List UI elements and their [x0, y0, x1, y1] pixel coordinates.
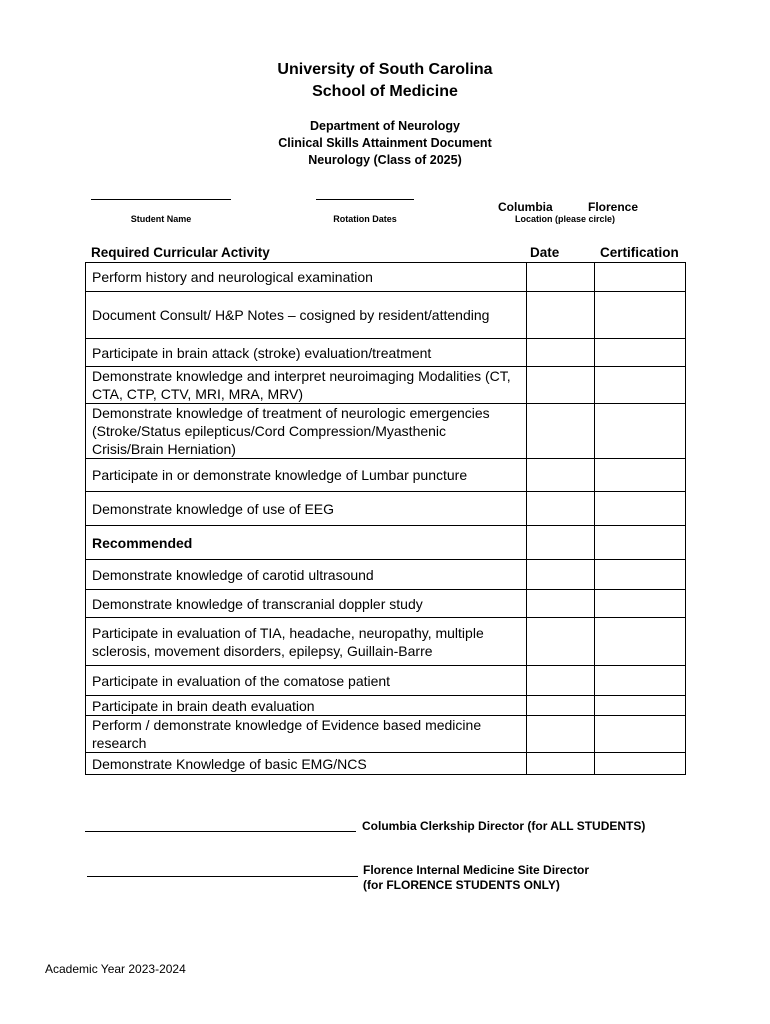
activity-cell: Demonstrate Knowledge of basic EMG/NCS	[86, 753, 527, 775]
activity-cell: Participate in brain death evaluation	[86, 696, 527, 716]
certification-cell[interactable]	[595, 459, 686, 492]
certification-cell[interactable]	[595, 590, 686, 618]
date-cell[interactable]	[527, 292, 595, 339]
table-row	[86, 459, 686, 492]
florence-signature-line[interactable]	[87, 876, 358, 877]
date-cell[interactable]	[527, 492, 595, 526]
activity-cell: Participate in brain attack (stroke) evaluation/treatment	[86, 339, 527, 367]
recommended-section-heading: Recommended	[86, 526, 527, 560]
university-title: University of South Carolina	[277, 61, 493, 78]
table-row	[86, 263, 686, 292]
date-cell[interactable]	[527, 590, 595, 618]
certification-cell[interactable]	[595, 666, 686, 696]
date-cell[interactable]	[527, 526, 595, 560]
table-row	[86, 696, 686, 716]
columbia-director-label: Columbia Clerkship Director (for ALL STUDENTS)	[362, 819, 646, 833]
table-row	[86, 367, 686, 404]
department-title: Department of Neurology	[309, 119, 460, 133]
rotation-dates-line[interactable]	[316, 199, 414, 200]
school-title: School of Medicine	[312, 83, 458, 100]
table-row	[86, 339, 686, 367]
activity-cell: Participate in or demonstrate knowledge of Lumbar puncture	[86, 459, 527, 492]
activity-cell: Demonstrate knowledge of treatment of neurologic emergencies (Stroke/Status epilepticus/Cord Compression/Myasthenic Crisis/Brain Herniation)	[86, 404, 527, 459]
table-row	[86, 590, 686, 618]
date-cell[interactable]	[527, 716, 595, 753]
rotation-dates-label: Rotation Dates	[333, 214, 397, 224]
table-row	[86, 716, 686, 753]
certification-cell[interactable]	[595, 263, 686, 292]
class-title: Neurology (Class of 2025)	[308, 153, 462, 167]
certification-cell[interactable]	[595, 404, 686, 459]
date-cell[interactable]	[527, 696, 595, 716]
activity-cell: Participate in evaluation of TIA, headache, neuropathy, multiple sclerosis, movement disorders, epilepsy, Guillain-Barre	[86, 618, 527, 666]
date-cell[interactable]	[527, 753, 595, 775]
document-title: Clinical Skills Attainment Document	[278, 136, 492, 150]
location-florence[interactable]: Florence	[588, 200, 639, 214]
date-cell[interactable]	[527, 263, 595, 292]
academic-year: Academic Year 2023-2024	[45, 962, 186, 976]
activity-cell: Document Consult/ H&P Notes – cosigned by resident/attending	[86, 292, 527, 339]
location-columbia[interactable]: Columbia	[498, 200, 553, 214]
table-row	[86, 753, 686, 775]
certification-cell[interactable]	[595, 618, 686, 666]
columbia-signature-line[interactable]	[85, 831, 356, 832]
activity-cell: Demonstrate knowledge and interpret neuroimaging Modalities (CT, CTA, CTP, CTV, MRI, MRA, MRV)	[86, 367, 527, 404]
activity-cell: Demonstrate knowledge of use of EEG	[86, 492, 527, 526]
activity-cell: Participate in evaluation of the comatose patient	[86, 666, 527, 696]
student-name-line[interactable]	[91, 199, 231, 200]
certification-cell[interactable]	[595, 526, 686, 560]
certification-cell[interactable]	[595, 696, 686, 716]
date-cell[interactable]	[527, 618, 595, 666]
table-row-section	[86, 526, 686, 560]
student-name-label: Student Name	[130, 214, 192, 224]
date-column-header: Date	[530, 245, 560, 260]
date-cell[interactable]	[527, 339, 595, 367]
activities-table	[85, 262, 686, 775]
activity-cell: Perform history and neurological examination	[86, 263, 527, 292]
certification-column-header: Certification	[600, 245, 679, 260]
date-cell[interactable]	[527, 666, 595, 696]
table-row	[86, 666, 686, 696]
certification-cell[interactable]	[595, 716, 686, 753]
table-row	[86, 404, 686, 459]
date-cell[interactable]	[527, 404, 595, 459]
certification-cell[interactable]	[595, 753, 686, 775]
activity-cell: Perform / demonstrate knowledge of Evidence based medicine research	[86, 716, 527, 753]
location-label: Location (please circle)	[515, 214, 616, 224]
table-row	[86, 618, 686, 666]
table-row	[86, 492, 686, 526]
activity-column-header: Required Curricular Activity	[91, 245, 270, 260]
certification-cell[interactable]	[595, 492, 686, 526]
florence-director-label: Florence Internal Medicine Site Director	[363, 863, 590, 877]
certification-cell[interactable]	[595, 292, 686, 339]
certification-cell[interactable]	[595, 367, 686, 404]
date-cell[interactable]	[527, 367, 595, 404]
date-cell[interactable]	[527, 560, 595, 590]
table-row	[86, 560, 686, 590]
certification-cell[interactable]	[595, 560, 686, 590]
table-row	[86, 292, 686, 339]
activity-cell: Demonstrate knowledge of carotid ultrasound	[86, 560, 527, 590]
florence-director-note: (for FLORENCE STUDENTS ONLY)	[363, 878, 560, 892]
activity-cell: Demonstrate knowledge of transcranial doppler study	[86, 590, 527, 618]
date-cell[interactable]	[527, 459, 595, 492]
certification-cell[interactable]	[595, 339, 686, 367]
